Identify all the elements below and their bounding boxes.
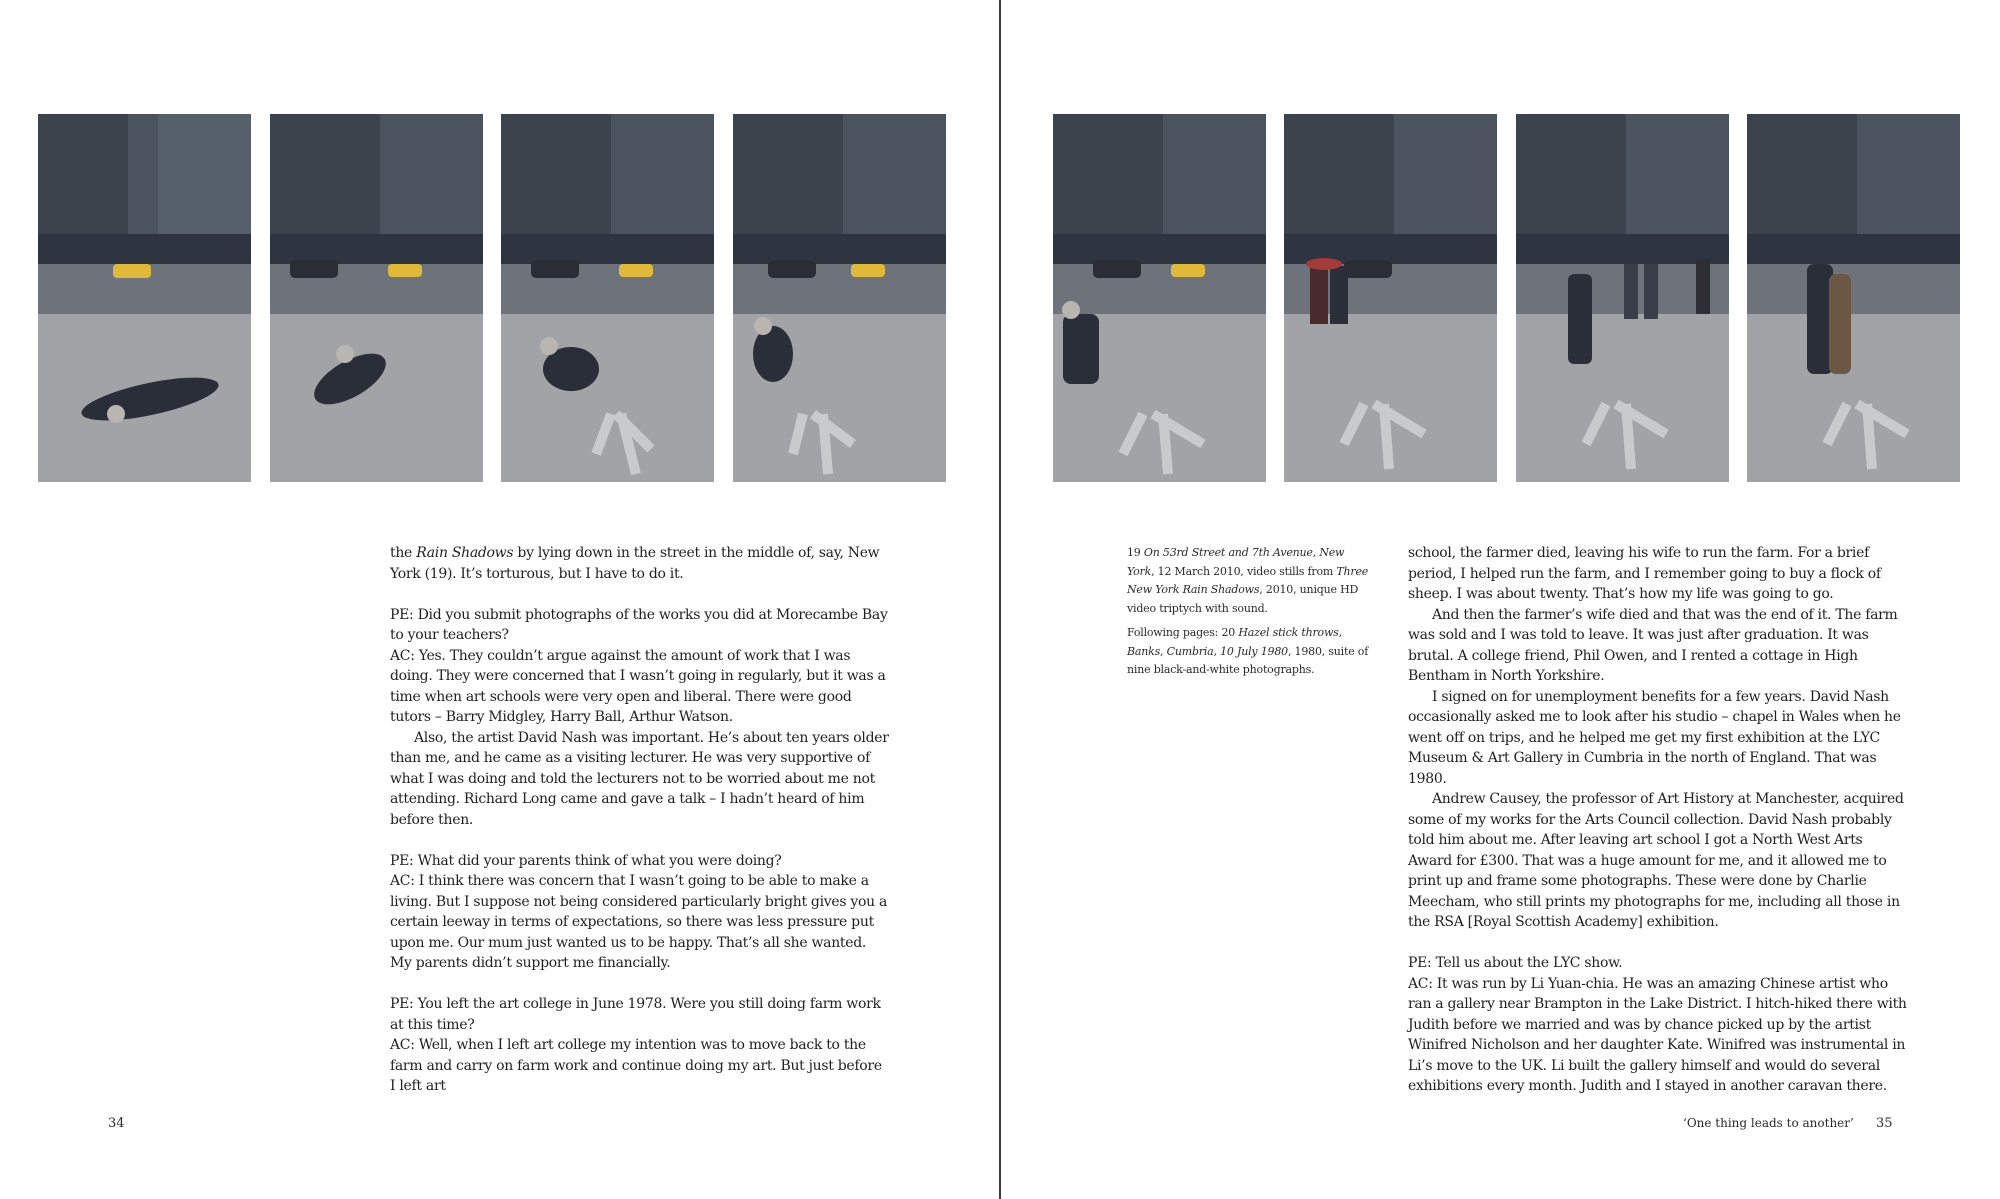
caption-following-pages: Following pages: 20 Hazel stick throws, Banks, Cumbria, 10 July 1980, 1980, suite of nine black-and-white photographs. (1127, 626, 1369, 676)
video-still-8 (1747, 114, 1960, 482)
paragraph: the Rain Shadows by lying down in the street in the middle of, say, New York (19). It’s torturous, but I have to do it. (390, 545, 880, 582)
street-photo-7 (1516, 114, 1729, 482)
paragraph: Also, the artist David Nash was important. He’s about ten years older than me, and he came as a visiting lecturer. He was very supportive of what I was doing and told the lecturers not to be worried about me not attending. Richard Long came and gave a talk – I hadn’t heard of him before then. (390, 729, 889, 828)
left-page-text (390, 543, 890, 1097)
running-head: ‘One thing leads to another’ (1683, 1116, 1854, 1130)
video-still-4 (733, 114, 946, 482)
answer-paragraph: AC: I think there was concern that I wasn’t going to be able to make a living. But I suppose not being considered particularly bright gives you a certain leeway in terms of expectations, so there was less pressure put upon me. Our mum just wanted us to be happy. That’s all she wanted. My parents didn’t support me financially. (390, 873, 888, 971)
answer-paragraph: AC: It was run by Li Yuan-chia. He was an amazing Chinese artist who ran a gallery near Brampton in the Lake District. I hitch-hiked there with Judith before we married and was by chance picked up by the artist Winifred Nicholson and her daughter Kate. Winifred was instrumental in Li’s move to the UK. Li built the gallery himself and would do several exhibitions every month. Judith and I stayed in another caravan there. (1408, 975, 1907, 1094)
street-photo-5 (1053, 114, 1266, 482)
paragraph: I signed on for unemployment benefits for a few years. David Nash occasionally asked me to look after his studio – chapel in Wales when he went off on trips, and he helped me get my first exhibition at the LYC Museum & Art Gallery in Cumbria in the north of England. That was 1980. (1408, 688, 1901, 787)
video-still-1 (38, 114, 251, 482)
page-number-right: 35 (1876, 1116, 1893, 1131)
street-photo-1 (38, 114, 251, 482)
street-photo-8 (1747, 114, 1960, 482)
street-photo-2 (270, 114, 483, 482)
video-still-3 (501, 114, 714, 482)
answer-paragraph: AC: Yes. They couldn’t argue against the amount of work that I was doing. They were concerned that I wasn’t going in regularly, but it was a time when art schools were very open and liberal. There were good tutors – Barry Midgley, Harry Ball, Arthur Watson. (390, 647, 886, 725)
video-still-5 (1053, 114, 1266, 482)
paragraph: school, the farmer died, leaving his wife to run the farm. For a brief period, I helped run the farm, and I remember going to buy a flock of sheep. I was about twenty. That’s how my life was going to go. (1408, 545, 1881, 602)
right-page-text (1408, 543, 1908, 1097)
question-paragraph: PE: Did you submit photographs of the works you did at Morecambe Bay to your teachers? (390, 606, 888, 643)
question-paragraph: PE: Tell us about the LYC show. (1408, 955, 1623, 971)
spread-divider (999, 0, 1001, 1199)
street-photo-4 (733, 114, 946, 482)
italic-title: Rain Shadows (416, 545, 514, 561)
street-photo-3 (501, 114, 714, 482)
page-number-left: 34 (108, 1116, 125, 1131)
figure-caption (1127, 544, 1369, 680)
caption-figure-19: 19 On 53rd Street and 7th Avenue, New York, 12 March 2010, video stills from Three New York Rain Shadows, 2010, unique HD video triptych with sound. (1127, 546, 1369, 615)
video-still-6 (1284, 114, 1497, 482)
video-still-2 (270, 114, 483, 482)
street-photo-6 (1284, 114, 1497, 482)
question-paragraph: PE: You left the art college in June 1978. Were you still doing farm work at this time? (390, 996, 881, 1033)
video-still-7 (1516, 114, 1729, 482)
paragraph: Andrew Causey, the professor of Art History at Manchester, acquired some of my works for the Arts Council collection. David Nash probably told him about me. After leaving art school I got a North West Arts Award for £300. That was a huge amount for me, and it allowed me to print up and frame some photographs. These were done by Charlie Meecham, who still prints my photographs for me, including all those in the RSA [Royal Scottish Academy] exhibition. (1408, 791, 1904, 930)
paragraph: And then the farmer’s wife died and that was the end of it. The farm was sold and I was told to leave. It was just after graduation. It was brutal. A college friend, Phil Owen, and I rented a cottage in High Bentham in North Yorkshire. (1408, 606, 1898, 684)
answer-paragraph: AC: Well, when I left art college my intention was to move back to the farm and carry on farm work and continue doing my art. But just before I left art (390, 1037, 882, 1094)
question-paragraph: PE: What did your parents think of what you were doing? (390, 852, 782, 869)
